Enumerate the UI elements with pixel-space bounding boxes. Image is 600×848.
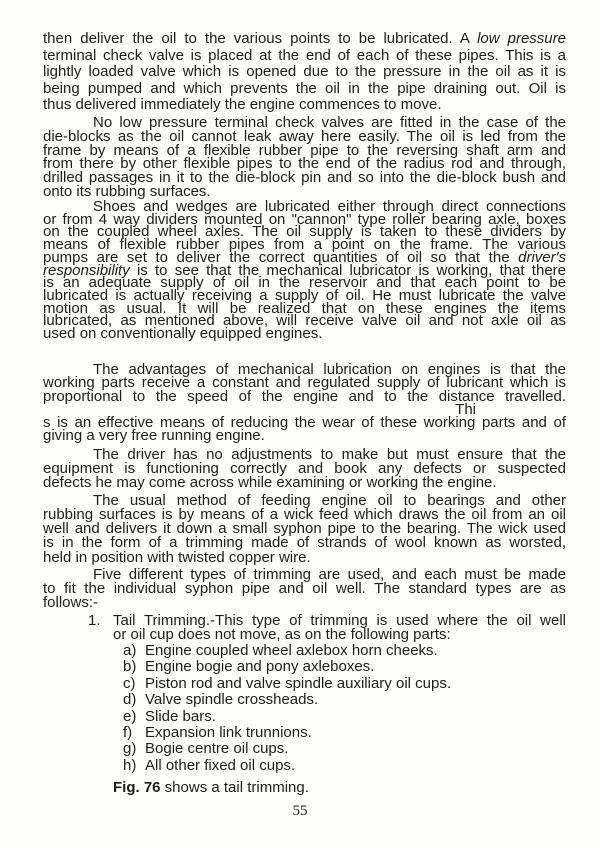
block-p1 [43, 31, 566, 114]
text-run: means of flexible rubber pipes from a point on the frame. The various [43, 236, 566, 254]
text-run: Shoes and wedges are lubricated either through direct connections [93, 198, 566, 216]
text-run: Fig. 76 [113, 779, 161, 797]
text-run: held in position with twisted copper wire. [43, 548, 311, 566]
text-run: or from 4 way dividers mounted on "cannon" type roller bearing axle, boxes [43, 210, 566, 228]
text-run: from there by other flexible pipes to the end of the radius rod and through, [43, 155, 566, 173]
text-run: proportional to the speed of the engine and to the distance travelled. [43, 387, 566, 405]
text-run: Expansion link trunnions. [145, 723, 312, 741]
text-run: Thi [455, 400, 476, 418]
text-run: being pumped and which prevents the oil in the pipe draining out. Oil is [43, 79, 566, 97]
text-line [113, 780, 566, 795]
text-run: The usual method of feeding engine oil to bearings and other [93, 492, 566, 510]
block-p2 [43, 116, 566, 198]
page-body [43, 31, 566, 795]
text-run: motion as usual. It will be realized that on these engines the items [43, 299, 566, 317]
block-p7 [43, 565, 566, 612]
text-run: responsibility [43, 261, 130, 279]
text-run: onto its rubbing surfaces. [43, 182, 211, 200]
text-run: low pressure [477, 30, 566, 47]
text-run: Five different types of trimming are used, and each must be made [93, 565, 566, 583]
text-run: working parts receive a constant and regulated supply of lubricant which is [43, 374, 566, 392]
list-marker: a) [123, 641, 137, 659]
text-run: die-blocks as the oil cannot leak away here easily. The oil is led from the [43, 127, 566, 145]
text-run: Valve spindle crossheads. [145, 691, 319, 709]
text-run: s is an effective means of reducing the wear of these working parts and of [43, 413, 566, 431]
text-run: rubbing surfaces is by means of a wick feed which draws the oil from an oil [43, 506, 566, 524]
text-line [123, 756, 566, 774]
page-number: 55 [292, 803, 308, 819]
text-run: equipment is functioning correctly and book any defects or suspected [43, 460, 566, 478]
text-line [43, 325, 566, 343]
text-line [43, 548, 566, 566]
block-p3 [43, 198, 566, 343]
text-run: on the coupled wheel axles. The oil supply is taken to these dividers by [43, 223, 566, 241]
list-marker: d) [123, 691, 137, 709]
text-run: Bogie centre oil cups. [145, 740, 289, 758]
text-run: well and delivers it down a small syphon pipe to the bearing. The wick used [43, 520, 566, 538]
block-item1 [43, 611, 566, 644]
text-line [43, 48, 566, 65]
block-p4 [43, 361, 566, 445]
text-line [43, 387, 566, 405]
text-run: Tail Trimming.-This type of trimming is used where the oil well [113, 611, 566, 629]
text-line [123, 674, 566, 692]
text-line [43, 81, 566, 98]
text-line [123, 691, 566, 709]
text-run: All other fixed oil cups. [145, 756, 296, 774]
text-line [43, 64, 566, 81]
text-line [43, 476, 566, 490]
block-sublist [43, 643, 566, 774]
list-marker: b) [123, 658, 137, 676]
text-line [43, 97, 566, 114]
text-line [123, 641, 566, 659]
text-run: pumps are set to deliver the correct quantities of oil so that the [43, 248, 519, 266]
text-run: is an adequate supply of oil in the reservoir and that each point to be [43, 274, 566, 292]
text-run: used on conventionally equipped engines. [43, 325, 323, 343]
text-run: to fit the individual syphon pipe and oil well. The standard types are as [43, 579, 566, 597]
text-run: then deliver the oil to the various points to be lubricated. A [43, 30, 478, 47]
list-marker: g) [123, 740, 137, 758]
text-run: follows:- [43, 594, 99, 612]
text-line [43, 31, 566, 48]
text-run: giving a very free running engine. [43, 427, 265, 445]
text-run: shows a tail trimming. [160, 779, 309, 797]
list-marker: 1. [88, 611, 101, 629]
text-line [43, 182, 566, 200]
text-line [43, 427, 566, 445]
list-marker: h) [123, 756, 137, 774]
text-run: lubricated, as mentioned above, will receive valve oil and not axle oil as [43, 312, 566, 330]
text-run: driver's [518, 248, 566, 266]
block-p5 [43, 448, 566, 490]
text-line [43, 579, 566, 597]
text-run: frame by means of a flexible rubber pipe to the reversing shaft arm and [43, 141, 566, 159]
text-run: Engine bogie and pony axleboxes. [145, 658, 375, 676]
text-run: terminal check valve is placed at the end of each of these pipes. This is a [43, 46, 566, 64]
text-run: Engine coupled wheel axlebox horn cheeks. [145, 641, 438, 659]
text-line [123, 707, 566, 725]
block-fig [43, 780, 566, 795]
text-line [43, 596, 566, 610]
text-run: is in the form of a trimming made of strands of wool known as worsted, [43, 534, 566, 552]
list-marker: c) [123, 674, 136, 692]
text-line [123, 658, 566, 676]
text-run: Slide bars. [145, 707, 216, 725]
text-line [113, 628, 566, 642]
text-run: or oil cup does not move, as on the following parts: [113, 626, 451, 644]
text-run: No low pressure terminal check valves are fitted in the case of the [93, 114, 566, 132]
text-run: lubricated is actually receiving a supply of oil. He must lubricate the valve [43, 287, 566, 304]
text-run: The advantages of mechanical lubrication on engines is that the [93, 361, 566, 379]
text-run: The driver has no adjustments to make but must ensure that the [93, 446, 566, 464]
text-run: drilled passages in it to the die-block pin and so into the die-block bush and [43, 169, 566, 187]
text-run: thus delivered immediately the engine commences to move. [43, 96, 442, 114]
list-marker: e) [123, 707, 137, 725]
text-run: is to see that the mechanical lubricator is working, that there [129, 261, 566, 279]
block-p6 [43, 494, 566, 564]
text-line [123, 740, 566, 758]
text-run: Piston rod and valve spindle auxiliary oil cups. [145, 674, 451, 692]
text-run: lightly loaded valve which is opened due to the pressure in the oil as it is [43, 63, 566, 81]
list-marker: f) [123, 723, 133, 741]
text-run: defects he may come across while examining or working the engine. [43, 474, 497, 492]
text-line [123, 723, 566, 741]
